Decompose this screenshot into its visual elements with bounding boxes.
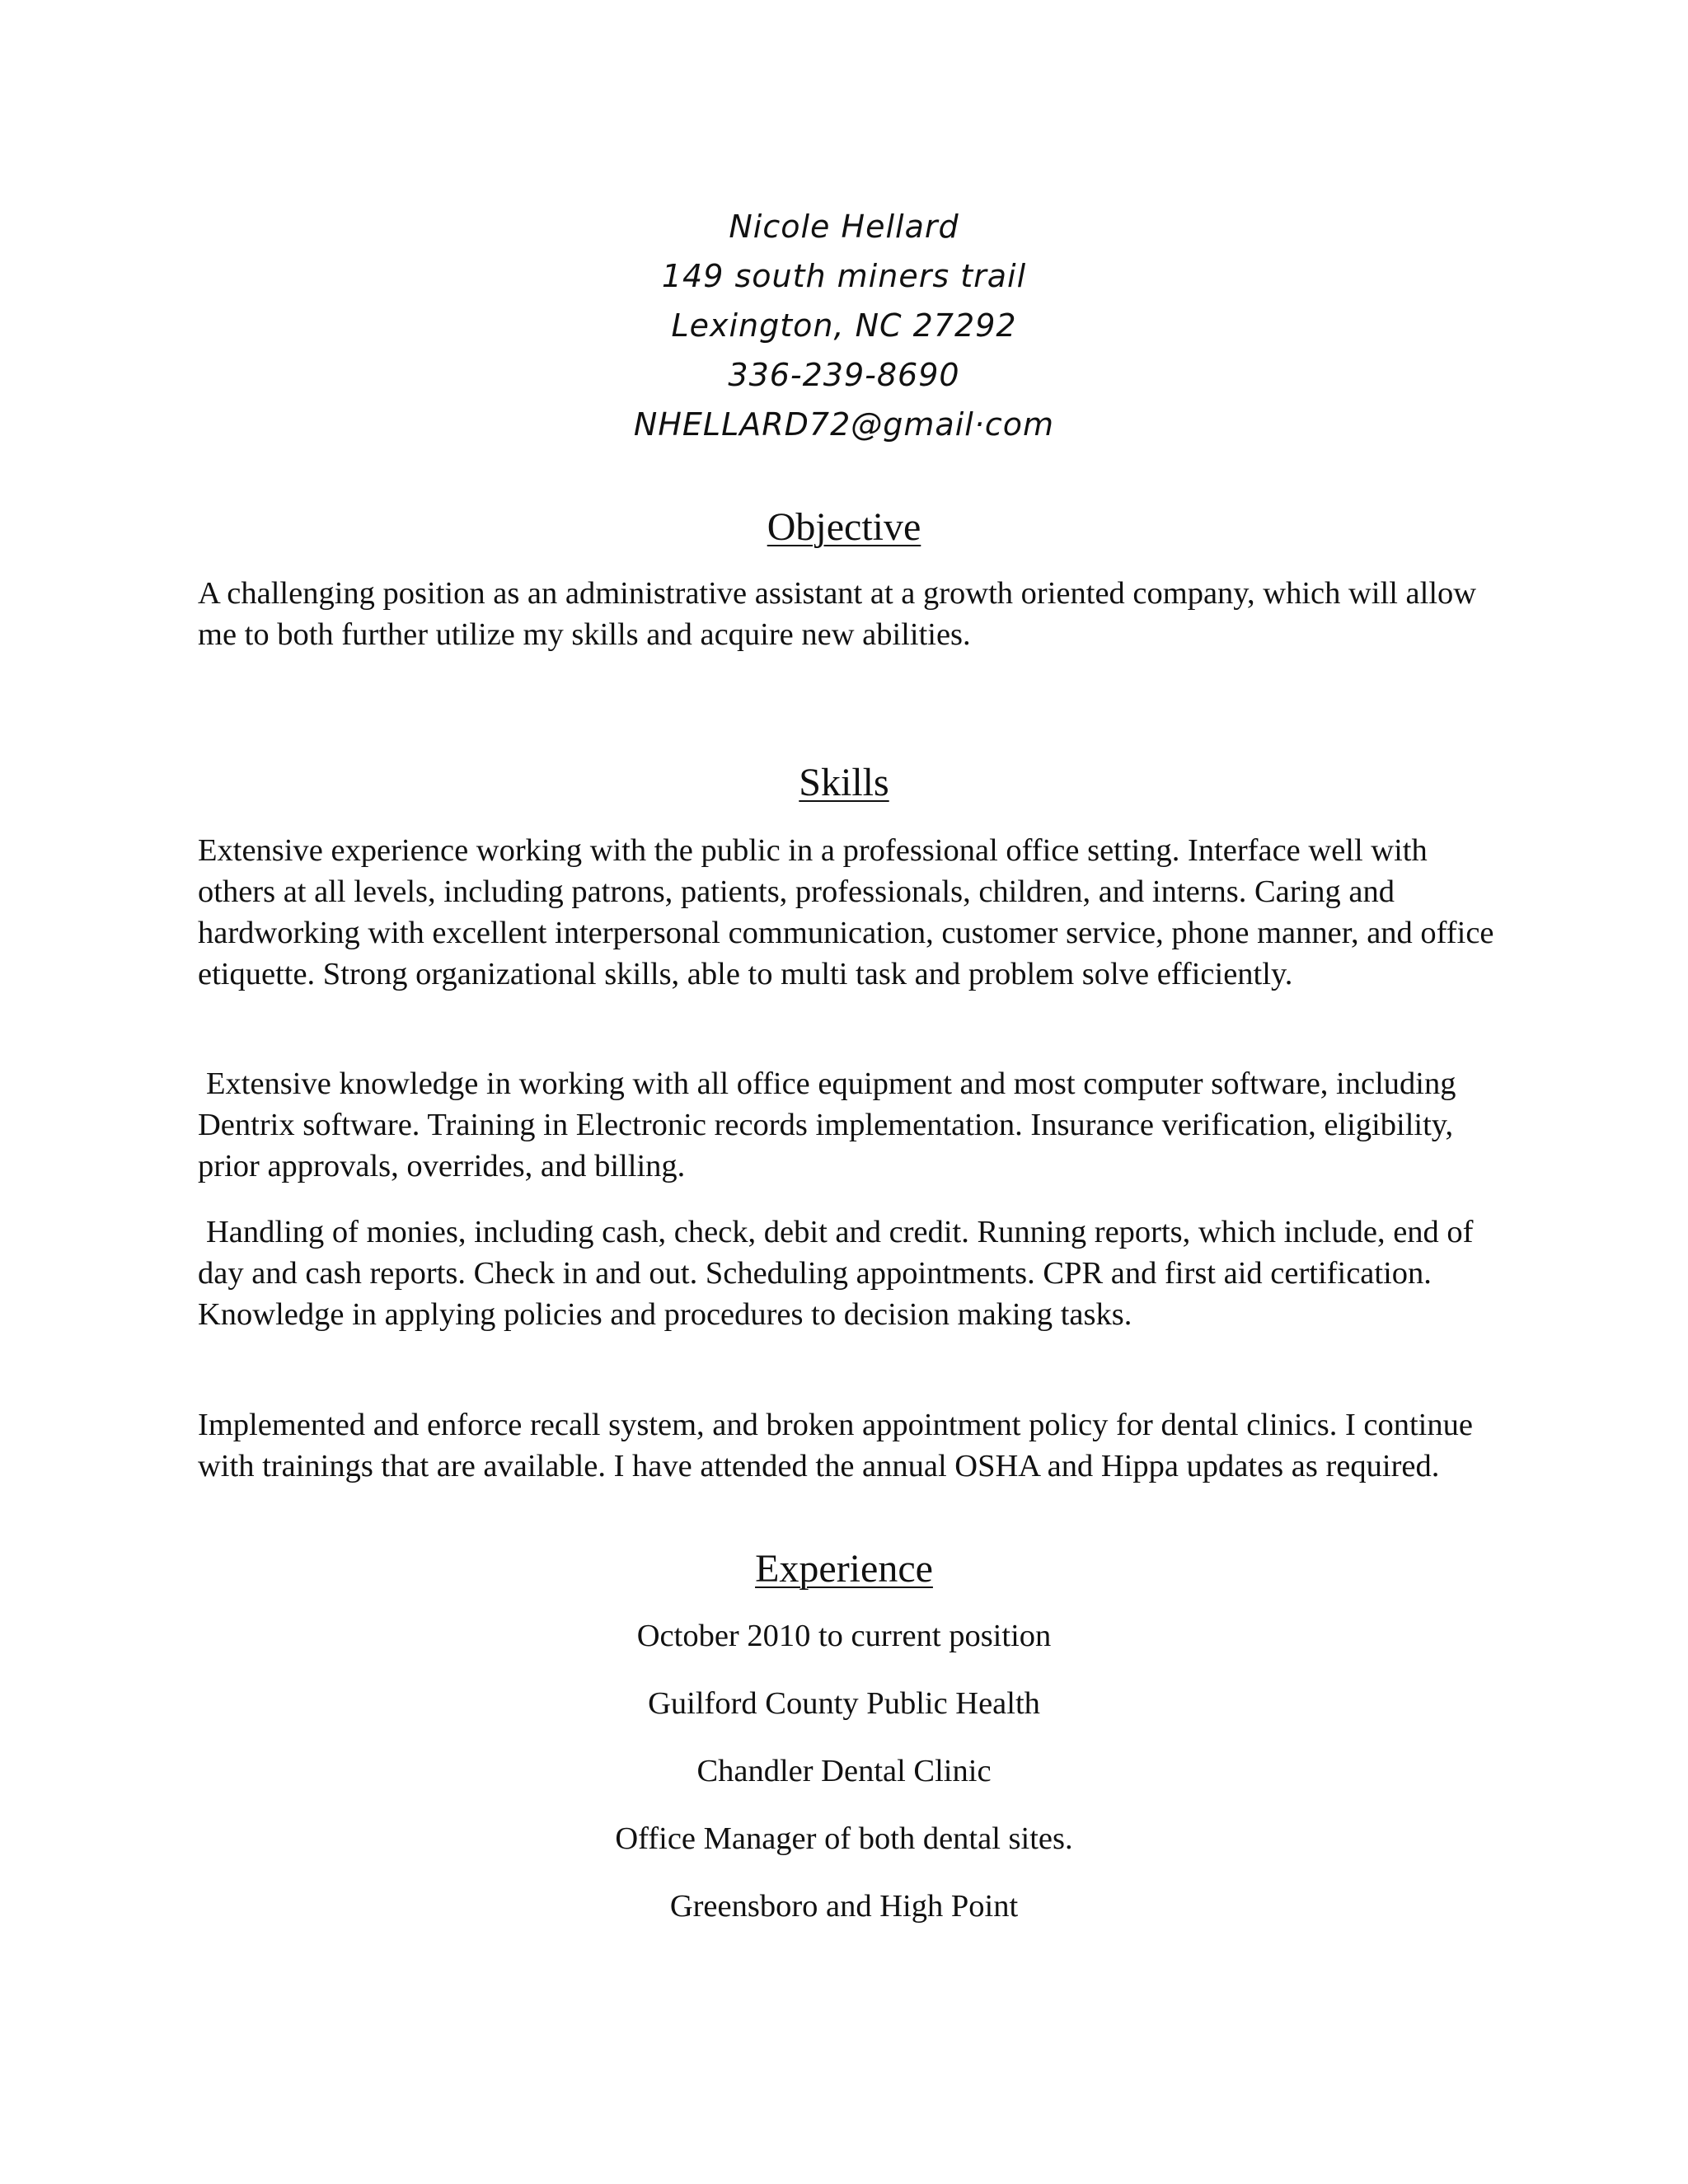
objective-text: A challenging position as an administrative assistant at a growth oriented company, which will allow me to both further utilize my skills and acquire new abilities. — [198, 576, 1477, 652]
contact-address-line1: 149 south miners trail — [661, 258, 1027, 294]
contact-email: NHELLARD72@gmail·com — [633, 406, 1055, 443]
skills-paragraph: Extensive experience working with the public in a professional office setting. Interface well with others at all levels, including patrons, patients, professionals, children, and interns. Caring and hardworking with excellent interpersonal communication, customer service, phone manner, and office etiquette. Strong organizational skills, able to multi task and problem solve efficiently. — [198, 833, 1494, 991]
contact-name: Nicole Hellard — [729, 209, 959, 245]
experience-employer: Guilford County Public Health — [648, 1686, 1040, 1721]
skills-paragraph: Implemented and enforce recall system, and broken appointment policy for dental clinics. I continue with trainings that are available. I have attended the annual OSHA and Hippa updates as required. — [198, 1408, 1473, 1483]
experience-heading: Experience — [755, 1547, 933, 1591]
experience-clinic: Chandler Dental Clinic — [696, 1754, 992, 1788]
experience-location: Greensboro and High Point — [669, 1889, 1019, 1924]
experience-title: Office Manager of both dental sites. — [615, 1821, 1073, 1856]
experience-dates: October 2010 to current position — [636, 1619, 1052, 1653]
skills-paragraph: Handling of monies, including cash, check, debit and credit. Running reports, which include, end of day and cash reports. Check in and out. Scheduling appointments. CPR and first aid certification. Knowledge in applying policies and procedures to decision making tasks. — [198, 1215, 1474, 1332]
contact-address-line2: Lexington, NC 27292 — [671, 307, 1017, 344]
skills-heading: Skills — [799, 761, 889, 804]
objective-heading: Objective — [767, 505, 921, 549]
contact-header — [0, 202, 1688, 449]
skills-paragraph: Extensive knowledge in working with all office equipment and most computer software, including Dentrix software. Training in Electronic records implementation. Insurance verification, eligibility, prior approvals, overrides, and billing. — [198, 1066, 1456, 1183]
contact-phone: 336-239-8690 — [728, 357, 960, 393]
